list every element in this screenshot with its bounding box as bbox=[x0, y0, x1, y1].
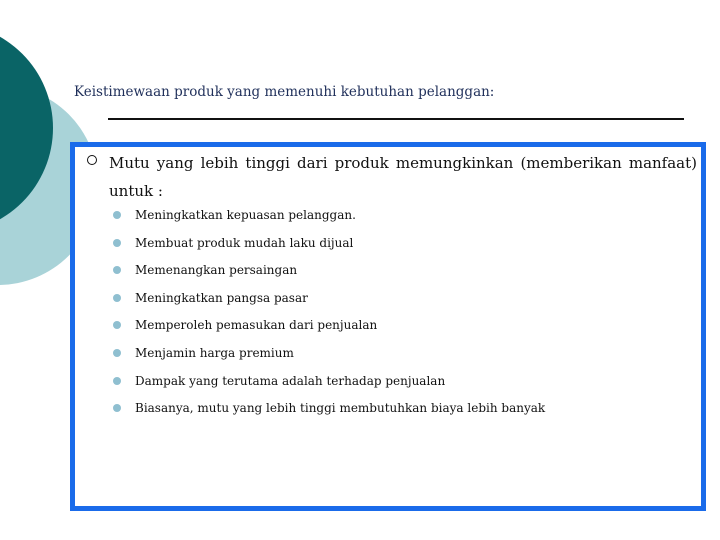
list-item-text: Memperoleh pemasukan dari penjualan bbox=[135, 318, 378, 333]
round-bullet-icon bbox=[113, 266, 121, 274]
round-bullet-icon bbox=[113, 404, 121, 412]
content-box bbox=[70, 142, 706, 511]
round-bullet-icon bbox=[113, 294, 121, 302]
round-bullet-icon bbox=[113, 349, 121, 357]
list-item-text: Memenangkan persaingan bbox=[135, 263, 298, 278]
round-bullet-icon bbox=[113, 321, 121, 329]
list-item-text: Dampak yang terutama adalah terhadap penjualan bbox=[135, 373, 446, 388]
list-item-text: Meningkatkan pangsa pasar bbox=[135, 290, 308, 305]
title-underline bbox=[108, 118, 684, 120]
slide-title: Keistimewaan produk yang memenuhi kebutuhan pelanggan: bbox=[74, 84, 495, 100]
hollow-circle-bullet-icon bbox=[87, 155, 97, 165]
round-bullet-icon bbox=[113, 377, 121, 385]
round-bullet-icon bbox=[113, 211, 121, 219]
list-item-text: Biasanya, mutu yang lebih tinggi membutuhkan biaya lebih banyak bbox=[135, 401, 546, 416]
main-bullet-text: Mutu yang lebih tinggi dari produk memungkinkan (memberikan manfaat) untuk : bbox=[109, 154, 697, 200]
list-item-text: Menjamin harga premium bbox=[135, 345, 294, 360]
list-item-text: Meningkatkan kepuasan pelanggan. bbox=[135, 208, 356, 222]
list-item-text: Membuat produk mudah laku dijual bbox=[135, 235, 354, 250]
round-bullet-icon bbox=[113, 239, 121, 247]
